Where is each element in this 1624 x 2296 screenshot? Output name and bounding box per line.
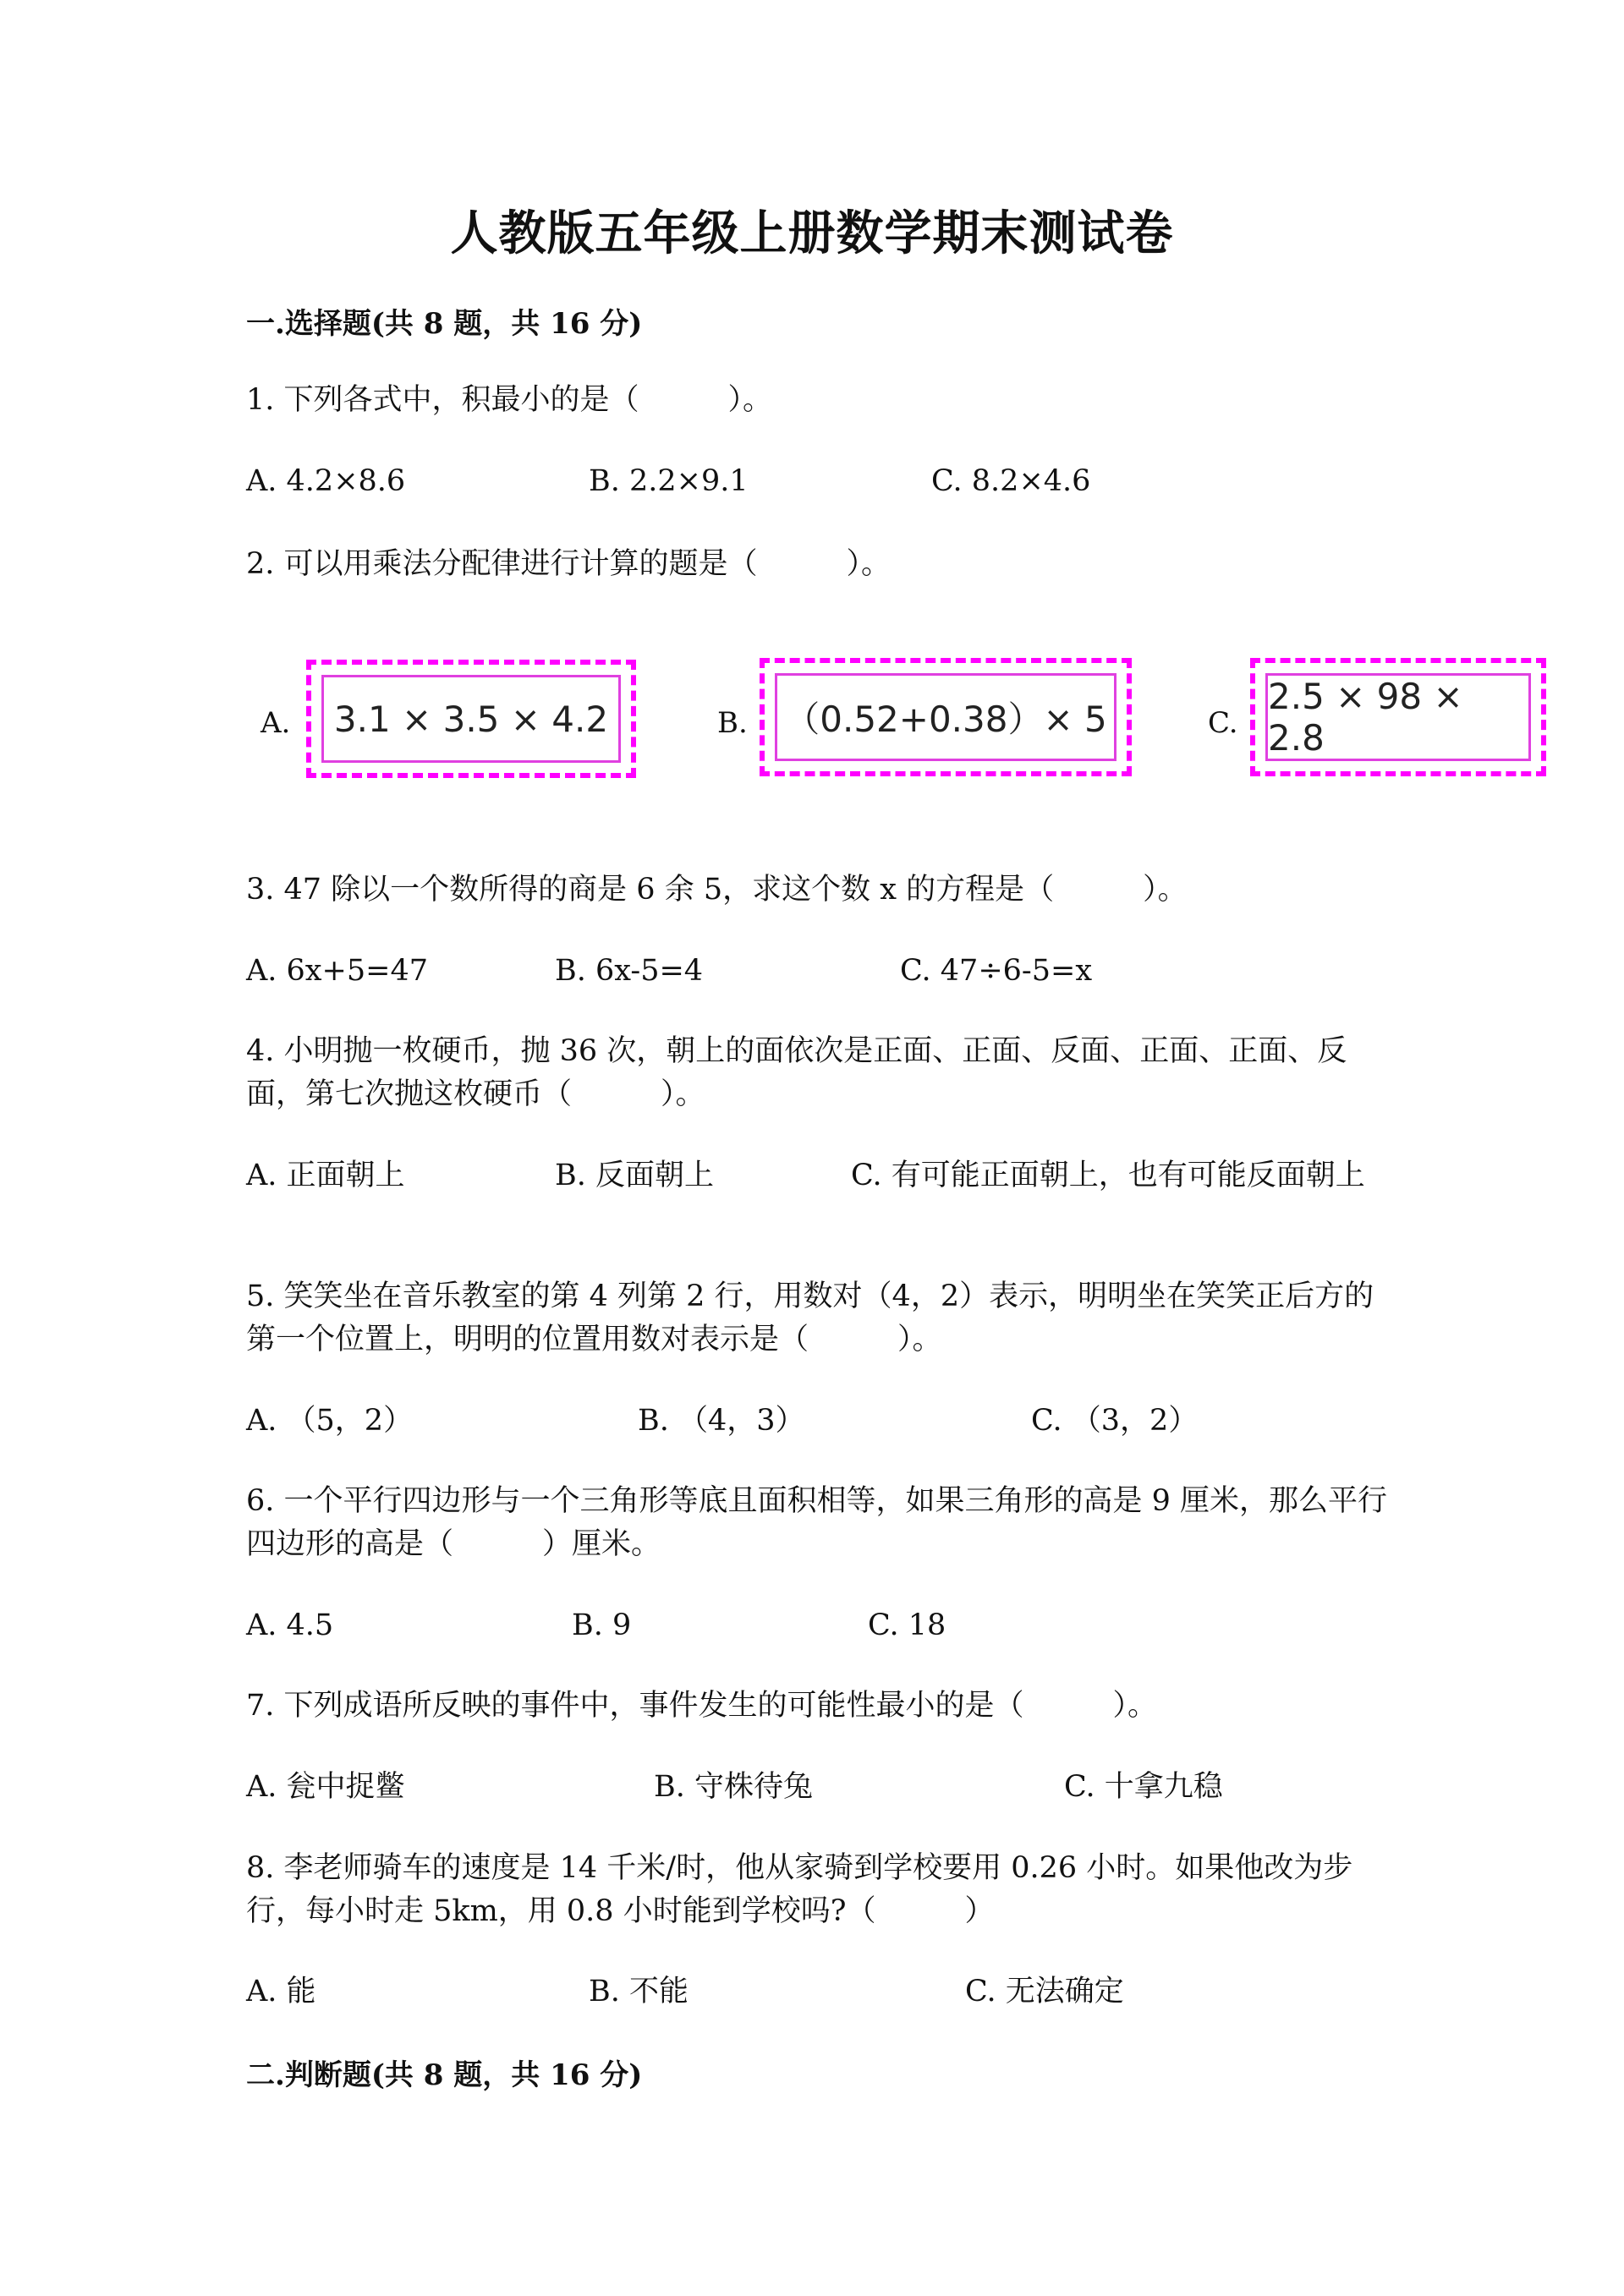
section-heading-judgment: 二.判断题(共 8 题，共 16 分) — [246, 2058, 643, 2092]
option-a: A. 4.2×8.6 — [246, 464, 406, 498]
question-7: 7. 下列成语所反映的事件中，事件发生的可能性最小的是（ ）。 — [246, 1689, 1158, 1723]
option-c: C. 18 — [868, 1608, 946, 1642]
option-b: B. （4，3） — [638, 1404, 805, 1438]
option-c: C. 十拿九稳 — [1064, 1770, 1223, 1804]
option-a-expression: 3.1 × 3.5 × 4.2 — [321, 675, 621, 763]
option-a: A. （5，2） — [246, 1404, 414, 1438]
question-4-options — [246, 1154, 1396, 1197]
option-b-image — [760, 658, 1132, 776]
option-b: B. 反面朝上 — [555, 1159, 714, 1192]
question-4: 4. 小明抛一枚硬币，抛 36 次，朝上的面依次是正面、正面、反面、正面、正面、反面，第七次抛这枚硬币（ ）。 — [246, 1034, 1347, 1111]
page-title: 人教版五年级上册数学期末测试卷 — [450, 205, 1174, 261]
option-b: B. 不能 — [589, 1975, 689, 2008]
question-6: 6. 一个平行四边形与一个三角形等底且面积相等，如果三角形的高是 9 厘米，那么平行四边形的高是（ ）厘米。 — [246, 1484, 1388, 1561]
option-b: B. 6x-5=4 — [555, 954, 704, 988]
question-3-options — [246, 950, 1396, 994]
option-b-label: B. — [717, 706, 748, 740]
option-c: C. 8.2×4.6 — [931, 464, 1091, 498]
option-b: B. 守株待兔 — [654, 1770, 813, 1804]
question-6-options — [246, 1604, 1396, 1648]
section-heading-choice: 一.选择题(共 8 题，共 16 分) — [246, 307, 643, 341]
option-a-label: A. — [261, 706, 291, 740]
question-3: 3. 47 除以一个数所得的商是 6 余 5，求这个数 x 的方程是（ ）。 — [246, 873, 1188, 907]
option-c-image — [1250, 658, 1546, 776]
question-8: 8. 李老师骑车的速度是 14 千米/时，他从家骑到学校要用 0.26 小时。如果他改为步行，每小时走 5km，用 0.8 小时能到学校吗?（ ） — [246, 1851, 1353, 1928]
option-a-image — [306, 660, 636, 778]
question-5-options — [246, 1400, 1396, 1444]
option-b: B. 9 — [572, 1608, 632, 1642]
option-a: A. 正面朝上 — [246, 1159, 405, 1192]
option-c: C. （3，2） — [1031, 1404, 1199, 1438]
option-c-expression: 2.5 × 98 × 2.8 — [1265, 673, 1531, 761]
option-c: C. 有可能正面朝上，也有可能反面朝上 — [851, 1159, 1365, 1192]
option-c-label: C. — [1208, 706, 1238, 740]
question-5: 5. 笑笑坐在音乐教室的第 4 列第 2 行，用数对（4，2）表示，明明坐在笑笑正后方的第一个位置上，明明的位置用数对表示是（ ）。 — [246, 1280, 1374, 1356]
question-2: 2. 可以用乘法分配律进行计算的题是（ ）。 — [246, 547, 892, 581]
option-a: A. 瓮中捉鳖 — [246, 1770, 405, 1804]
question-7-options — [246, 1766, 1396, 1810]
option-c: C. 无法确定 — [965, 1975, 1124, 2008]
option-a: A. 6x+5=47 — [246, 954, 428, 988]
question-1-options — [246, 460, 1396, 504]
option-a: A. 能 — [246, 1975, 316, 2008]
question-8-options — [246, 1970, 1396, 2014]
option-b: B. 2.2×9.1 — [589, 464, 749, 498]
option-c: C. 47÷6-5=x — [900, 954, 1093, 988]
option-b-expression: （0.52+0.38）× 5 — [775, 673, 1116, 761]
question-1: 1. 下列各式中，积最小的是（ ）。 — [246, 383, 773, 417]
option-a: A. 4.5 — [246, 1608, 334, 1642]
